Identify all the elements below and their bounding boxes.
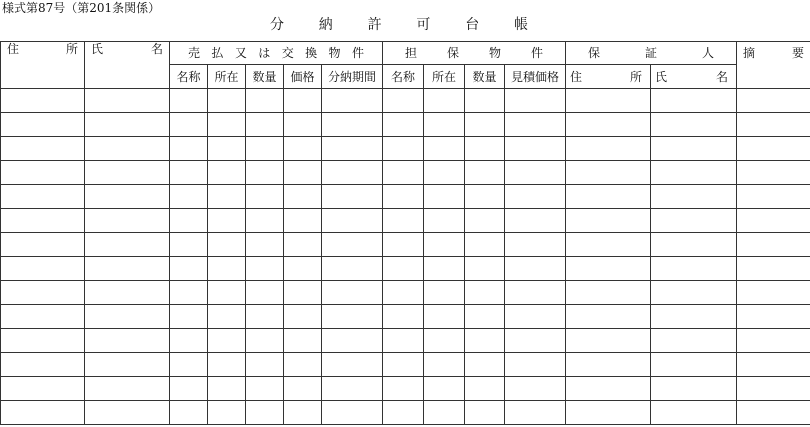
ledger-cell[interactable] (170, 305, 208, 329)
ledger-cell[interactable] (322, 401, 383, 425)
ledger-row (1, 377, 810, 401)
header-char: 人 (702, 46, 715, 60)
ledger-cell[interactable] (1, 185, 85, 209)
ledger-cell[interactable] (651, 353, 737, 377)
ledger-cell[interactable] (505, 185, 566, 209)
ledger-cell[interactable] (383, 281, 424, 305)
ledger-cell[interactable] (284, 305, 322, 329)
header-collateral-location: 所在 (424, 65, 465, 89)
ledger-cell[interactable] (208, 209, 246, 233)
title-char: 納 (318, 17, 333, 33)
ledger-row (1, 137, 810, 161)
ledger-cell[interactable] (383, 329, 424, 353)
ledger-cell[interactable] (322, 257, 383, 281)
ledger-row (1, 401, 810, 425)
ledger-cell[interactable] (566, 89, 651, 113)
header-char: 保 (446, 46, 459, 60)
ledger-cell[interactable] (737, 257, 810, 281)
ledger-row (1, 305, 810, 329)
header-char: 証 (645, 46, 658, 60)
ledger-cell[interactable] (170, 281, 208, 305)
ledger-cell[interactable] (651, 233, 737, 257)
ledger-cell[interactable] (284, 281, 322, 305)
ledger-cell[interactable] (1, 353, 85, 377)
header-char: 氏 (91, 42, 104, 56)
ledger-cell[interactable] (170, 89, 208, 113)
ledger-cell[interactable] (322, 161, 383, 185)
ledger-row (1, 257, 810, 281)
ledger-cell[interactable] (465, 233, 505, 257)
ledger-cell[interactable] (424, 401, 465, 425)
ledger-cell[interactable] (1, 329, 85, 353)
ledger-cell[interactable] (284, 209, 322, 233)
form-number: 様式第87号（第201条関係） (2, 1, 161, 15)
ledger-cell[interactable] (383, 377, 424, 401)
ledger-cell[interactable] (85, 353, 170, 377)
ledger-cell[interactable] (246, 257, 284, 281)
ledger-cell[interactable] (170, 113, 208, 137)
ledger-cell[interactable] (465, 185, 505, 209)
ledger-cell[interactable] (284, 377, 322, 401)
ledger-cell[interactable] (566, 401, 651, 425)
ledger-cell[interactable] (322, 305, 383, 329)
ledger-cell[interactable] (170, 377, 208, 401)
ledger-cell[interactable] (322, 353, 383, 377)
ledger-cell[interactable] (737, 353, 810, 377)
ledger-cell[interactable] (1, 257, 85, 281)
ledger-cell[interactable] (246, 233, 284, 257)
ledger-cell[interactable] (1, 377, 85, 401)
ledger-cell[interactable] (1, 89, 85, 113)
header-installment-period: 分納期間 (322, 65, 383, 89)
ledger-cell[interactable] (85, 401, 170, 425)
header-sale-quantity: 数量 (246, 65, 284, 89)
ledger-cell[interactable] (1, 401, 85, 425)
ledger-cell[interactable] (424, 281, 465, 305)
ledger-cell[interactable] (465, 281, 505, 305)
ledger-cell[interactable] (1, 137, 85, 161)
ledger-cell[interactable] (566, 185, 651, 209)
ledger-cell[interactable] (208, 257, 246, 281)
ledger-cell[interactable] (651, 281, 737, 305)
ledger-cell[interactable] (566, 257, 651, 281)
ledger-cell[interactable] (424, 329, 465, 353)
ledger-cell[interactable] (505, 233, 566, 257)
ledger-cell[interactable] (465, 89, 505, 113)
ledger-cell[interactable] (737, 185, 810, 209)
ledger-cell[interactable] (424, 137, 465, 161)
header-collateral-name: 名称 (383, 65, 424, 89)
title-char: 分 (270, 17, 284, 33)
ledger-cell[interactable] (737, 161, 810, 185)
ledger-cell[interactable] (737, 305, 810, 329)
ledger-cell[interactable] (424, 161, 465, 185)
title-char: 台 (465, 17, 480, 33)
ledger-cell[interactable] (505, 353, 566, 377)
ledger-body (1, 89, 810, 425)
ledger-cell[interactable] (651, 161, 737, 185)
installment-permit-ledger-table (0, 41, 810, 425)
ledger-row (1, 281, 810, 305)
header-char: 住 (7, 42, 20, 56)
ledger-cell[interactable] (322, 113, 383, 137)
header-sale-price: 価格 (284, 65, 322, 89)
ledger-row (1, 113, 810, 137)
ledger-cell[interactable] (566, 161, 651, 185)
ledger-cell[interactable] (651, 257, 737, 281)
ledger-cell[interactable] (383, 185, 424, 209)
header-guarantor-name (651, 65, 737, 89)
ledger-cell[interactable] (322, 281, 383, 305)
ledger-cell[interactable] (170, 257, 208, 281)
header-char: 要 (792, 46, 805, 60)
ledger-cell[interactable] (246, 89, 284, 113)
ledger-cell[interactable] (566, 209, 651, 233)
ledger-cell[interactable] (465, 137, 505, 161)
header-char: 換 (305, 46, 318, 60)
ledger-cell[interactable] (651, 329, 737, 353)
ledger-cell[interactable] (170, 233, 208, 257)
ledger-cell[interactable] (246, 185, 284, 209)
ledger-cell[interactable] (208, 137, 246, 161)
ledger-cell[interactable] (246, 113, 284, 137)
ledger-cell[interactable] (505, 137, 566, 161)
title-char: 可 (416, 17, 431, 33)
ledger-cell[interactable] (465, 305, 505, 329)
ledger-cell[interactable] (651, 137, 737, 161)
header-collateral (383, 42, 566, 65)
ledger-cell[interactable] (465, 209, 505, 233)
ledger-cell[interactable] (85, 161, 170, 185)
ledger-cell[interactable] (505, 281, 566, 305)
ledger-cell[interactable] (246, 281, 284, 305)
ledger-cell[interactable] (1, 281, 85, 305)
ledger-cell[interactable] (246, 161, 284, 185)
ledger-cell[interactable] (322, 185, 383, 209)
ledger-cell[interactable] (424, 377, 465, 401)
ledger-cell[interactable] (322, 377, 383, 401)
ledger-cell[interactable] (284, 89, 322, 113)
header-name (85, 42, 170, 89)
header-char: 名 (150, 42, 163, 56)
ledger-cell[interactable] (383, 161, 424, 185)
ledger-cell[interactable] (170, 209, 208, 233)
ledger-cell[interactable] (737, 113, 810, 137)
ledger-cell[interactable] (322, 329, 383, 353)
header-collateral-quantity: 数量 (465, 65, 505, 89)
ledger-cell[interactable] (170, 329, 208, 353)
header-char: 摘 (743, 46, 756, 60)
header-char: 件 (351, 46, 364, 60)
ledger-cell[interactable] (1, 209, 85, 233)
ledger-cell[interactable] (284, 233, 322, 257)
ledger-cell[interactable] (85, 377, 170, 401)
ledger-cell[interactable] (383, 233, 424, 257)
ledger-cell[interactable] (208, 89, 246, 113)
header-sale-location: 所在 (208, 65, 246, 89)
ledger-cell[interactable] (322, 89, 383, 113)
ledger-cell[interactable] (208, 185, 246, 209)
ledger-cell[interactable] (424, 305, 465, 329)
ledger-cell[interactable] (566, 137, 651, 161)
ledger-cell[interactable] (505, 377, 566, 401)
ledger-cell[interactable] (505, 113, 566, 137)
header-char: 又 (234, 46, 247, 60)
ledger-cell[interactable] (170, 137, 208, 161)
ledger-cell[interactable] (284, 113, 322, 137)
ledger-cell[interactable] (322, 209, 383, 233)
header-sale-name: 名称 (170, 65, 208, 89)
ledger-row (1, 353, 810, 377)
ledger-cell[interactable] (566, 377, 651, 401)
ledger-cell[interactable] (505, 89, 566, 113)
ledger-cell[interactable] (85, 281, 170, 305)
ledger-cell[interactable] (566, 305, 651, 329)
ledger-cell[interactable] (208, 113, 246, 137)
header-char: 担 (405, 46, 418, 60)
ledger-cell[interactable] (651, 209, 737, 233)
ledger-cell[interactable] (737, 377, 810, 401)
ledger-cell[interactable] (505, 161, 566, 185)
ledger-row (1, 89, 810, 113)
ledger-cell[interactable] (383, 305, 424, 329)
ledger-cell[interactable] (566, 113, 651, 137)
ledger-row (1, 161, 810, 185)
header-row-main (1, 42, 810, 65)
ledger-cell[interactable] (424, 113, 465, 137)
ledger-cell[interactable] (1, 113, 85, 137)
ledger-cell[interactable] (651, 113, 737, 137)
ledger-cell[interactable] (85, 209, 170, 233)
ledger-cell[interactable] (566, 233, 651, 257)
ledger-cell[interactable] (737, 233, 810, 257)
ledger-cell[interactable] (322, 233, 383, 257)
ledger-cell[interactable] (208, 401, 246, 425)
form-title (270, 16, 528, 34)
ledger-cell[interactable] (246, 305, 284, 329)
ledger-cell[interactable] (737, 89, 810, 113)
ledger-cell[interactable] (383, 353, 424, 377)
header-guarantor (566, 42, 737, 65)
ledger-cell[interactable] (246, 401, 284, 425)
header-char: 売 (188, 46, 201, 60)
ledger-cell[interactable] (505, 305, 566, 329)
ledger-cell[interactable] (208, 161, 246, 185)
ledger-cell[interactable] (383, 137, 424, 161)
ledger-cell[interactable] (208, 233, 246, 257)
ledger-cell[interactable] (284, 257, 322, 281)
ledger-cell[interactable] (383, 209, 424, 233)
ledger-cell[interactable] (208, 353, 246, 377)
ledger-cell[interactable] (424, 209, 465, 233)
ledger-cell[interactable] (737, 401, 810, 425)
ledger-cell[interactable] (85, 329, 170, 353)
ledger-cell[interactable] (85, 113, 170, 137)
ledger-cell[interactable] (208, 377, 246, 401)
ledger-cell[interactable] (424, 185, 465, 209)
header-char: 払 (211, 46, 224, 60)
ledger-cell[interactable] (465, 257, 505, 281)
ledger-cell[interactable] (246, 137, 284, 161)
header-remarks (737, 42, 810, 89)
ledger-cell[interactable] (651, 89, 737, 113)
header-char: 氏 (655, 69, 668, 84)
ledger-cell[interactable] (465, 401, 505, 425)
ledger-row (1, 209, 810, 233)
header-char: は (258, 46, 271, 60)
ledger-cell[interactable] (737, 329, 810, 353)
header-estimated-price: 見積価格 (505, 65, 566, 89)
ledger-cell[interactable] (246, 209, 284, 233)
ledger-cell[interactable] (1, 161, 85, 185)
ledger-cell[interactable] (465, 329, 505, 353)
header-sale-property (170, 42, 383, 65)
ledger-cell[interactable] (737, 209, 810, 233)
ledger-cell[interactable] (1, 305, 85, 329)
ledger-cell[interactable] (85, 233, 170, 257)
ledger-cell[interactable] (651, 185, 737, 209)
ledger-cell[interactable] (85, 305, 170, 329)
ledger-cell[interactable] (383, 401, 424, 425)
ledger-cell[interactable] (651, 401, 737, 425)
ledger-cell[interactable] (284, 185, 322, 209)
ledger-cell[interactable] (85, 137, 170, 161)
ledger-cell[interactable] (383, 113, 424, 137)
ledger-cell[interactable] (505, 401, 566, 425)
ledger-row (1, 185, 810, 209)
ledger-cell[interactable] (322, 137, 383, 161)
ledger-cell[interactable] (284, 329, 322, 353)
ledger-cell[interactable] (170, 161, 208, 185)
ledger-cell[interactable] (170, 401, 208, 425)
ledger-row (1, 329, 810, 353)
ledger-cell[interactable] (505, 209, 566, 233)
header-char: 物 (328, 46, 341, 60)
header-char: 所 (629, 69, 642, 84)
ledger-cell[interactable] (383, 257, 424, 281)
ledger-cell[interactable] (383, 89, 424, 113)
ledger-cell[interactable] (284, 161, 322, 185)
ledger-cell[interactable] (566, 353, 651, 377)
title-char: 帳 (513, 17, 528, 33)
ledger-cell[interactable] (651, 305, 737, 329)
ledger-cell[interactable] (85, 185, 170, 209)
header-char: 所 (65, 42, 78, 56)
ledger-cell[interactable] (246, 329, 284, 353)
ledger-row (1, 233, 810, 257)
ledger-cell[interactable] (424, 89, 465, 113)
ledger-cell[interactable] (85, 89, 170, 113)
header-char: 件 (530, 46, 543, 60)
header-char: 名 (716, 69, 729, 84)
ledger-cell[interactable] (566, 329, 651, 353)
header-char: 保 (588, 46, 601, 60)
ledger-cell[interactable] (284, 401, 322, 425)
header-char: 住 (570, 69, 583, 84)
ledger-cell[interactable] (465, 161, 505, 185)
ledger-cell[interactable] (505, 329, 566, 353)
ledger-cell[interactable] (1, 233, 85, 257)
ledger-cell[interactable] (566, 281, 651, 305)
ledger-cell[interactable] (424, 233, 465, 257)
ledger-cell[interactable] (737, 137, 810, 161)
ledger-cell[interactable] (424, 353, 465, 377)
title-char: 許 (367, 17, 382, 33)
header-address (1, 42, 85, 89)
ledger-cell[interactable] (424, 257, 465, 281)
ledger-cell[interactable] (651, 377, 737, 401)
ledger-cell[interactable] (170, 353, 208, 377)
ledger-cell[interactable] (208, 281, 246, 305)
ledger-cell[interactable] (284, 353, 322, 377)
ledger-cell[interactable] (465, 377, 505, 401)
ledger-cell[interactable] (208, 329, 246, 353)
ledger-cell[interactable] (85, 257, 170, 281)
ledger-cell[interactable] (208, 305, 246, 329)
ledger-cell[interactable] (284, 137, 322, 161)
ledger-cell[interactable] (246, 353, 284, 377)
ledger-cell[interactable] (465, 113, 505, 137)
ledger-cell[interactable] (505, 257, 566, 281)
ledger-cell[interactable] (465, 353, 505, 377)
header-char: 物 (488, 46, 501, 60)
ledger-cell[interactable] (737, 281, 810, 305)
header-char: 交 (281, 46, 294, 60)
ledger-cell[interactable] (246, 377, 284, 401)
ledger-cell[interactable] (170, 185, 208, 209)
header-guarantor-address (566, 65, 651, 89)
